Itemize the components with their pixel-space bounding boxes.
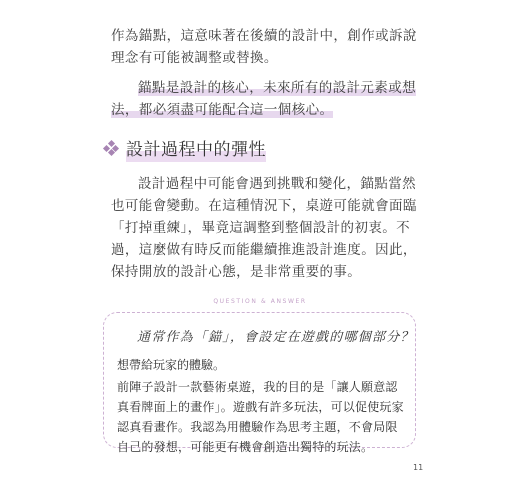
paragraph-intro: 作為錨點，這意味著在後續的設計中，創作或訴說理念有可能被調整或替換。 — [111, 28, 417, 66]
paragraph-anchor-core — [111, 77, 421, 121]
section-heading — [104, 136, 266, 160]
qa-answer-lead: 想帶給玩家的體驗。 — [117, 358, 226, 372]
paragraph-flexibility: 設計過程中可能會遇到挑戰和變化，錨點當然也可能會變動。在這種情況下，桌遊可能就會面臨「打掉重練」，畢竟這調整到整個設計的初衷。不過，這麼做有時反而能繼續推進設計進度。因此，保持開放的設計心態，是非常重要的事。 — [111, 176, 417, 280]
four-diamond-icon — [104, 141, 118, 155]
page-number: 11 — [413, 463, 424, 472]
qa-answer-body: 前陣子設計一款藝術桌遊，我的目的是「讓人願意認真看牌面上的畫作」。遊戲有許多玩法，可以促使玩家認真看畫作。我認為用體驗作為思考主題，不會局限自己的發想，可能更有機會創造出獨特的玩法。 — [117, 380, 404, 454]
highlighted-text: 錨點是設計的核心，未來所有的設計元素或想法，都必須盡可能配合這一個核心。 — [111, 80, 416, 118]
qa-label: QUESTION & ANSWER — [213, 298, 307, 305]
section-title: 設計過程中的彈性 — [126, 135, 266, 162]
qa-question: 通常作為「錨」，會設定在遊戲的哪個部分？ — [137, 330, 415, 345]
